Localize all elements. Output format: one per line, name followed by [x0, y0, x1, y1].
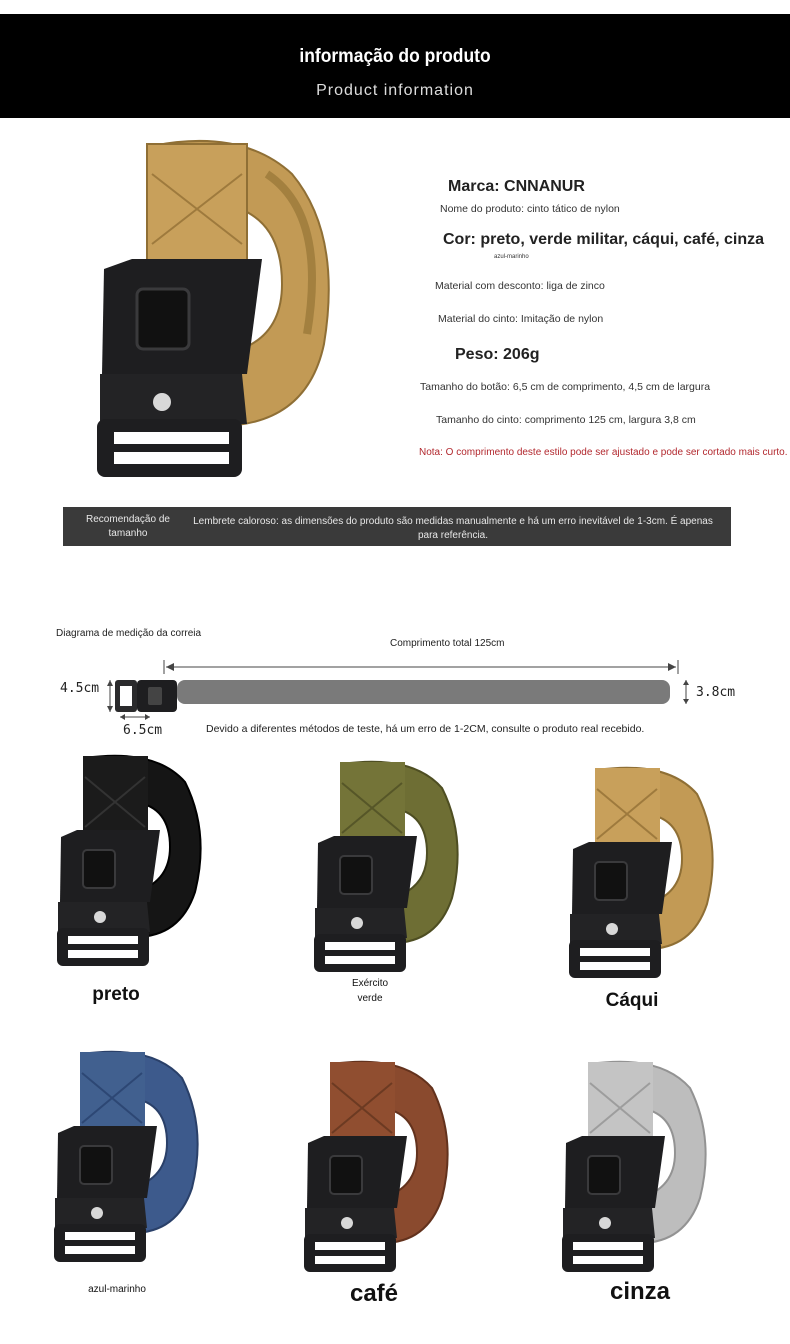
diagram-belt-width: 3.8cm — [696, 685, 736, 700]
diagram-title: Diagrama de medição da correia — [56, 628, 202, 639]
spec-buckle-material: Material com desconto: liga de zinco — [435, 280, 605, 292]
variant-image-black — [55, 752, 205, 972]
header-banner — [0, 14, 790, 118]
spec-note: Nota: O comprimento deste estilo pode ser ajustado e pode ser cortado mais curto. — [419, 447, 788, 458]
diagram-error-note: Devido a diferentes métodos de teste, há um erro de 1-2CM, consulte o produto real recebido. — [206, 723, 645, 735]
buckle — [97, 259, 262, 477]
recommendation-text: Lembrete caloroso: as dimensões do produto são medidas manualmente e há um erro inevitável de 1-3cm. É apenas para referência. — [193, 516, 713, 541]
length-arrow — [162, 660, 682, 674]
variant-label-coffee: café — [349, 1280, 399, 1307]
strap-diagram — [100, 674, 680, 724]
diagram-buckle-width: 4.5cm — [60, 681, 100, 696]
diagram-total-length: Comprimento total 125cm — [390, 638, 505, 649]
spec-product-name: Nome do produto: cinto tático de nylon — [440, 203, 620, 215]
variant-image-coffee — [302, 1058, 452, 1278]
variant-label-black: preto — [92, 984, 140, 1005]
variant-label-khaki: Cáqui — [605, 990, 659, 1011]
spec-belt-size: Tamanho do cinto: comprimento 125 cm, largura 3,8 cm — [436, 414, 696, 426]
variant-image-green — [312, 758, 462, 978]
variant-image-khaki — [567, 764, 717, 984]
header-subtitle: Product information — [316, 82, 474, 99]
spec-brand: Marca: CNNANUR — [448, 178, 585, 195]
variant-image-navy — [52, 1048, 202, 1268]
main-belt-image — [92, 134, 342, 479]
variant-image-gray — [560, 1058, 710, 1278]
spec-color: Cor: preto, verde militar, cáqui, café, cinza — [443, 231, 764, 248]
spec-weight: Peso: 206g — [455, 346, 540, 363]
spec-color-extra: azul-marinho — [494, 254, 529, 260]
diagram-buckle — [115, 680, 177, 712]
variant-label-gray: cinza — [609, 1278, 671, 1305]
variant-label-green: Exército verde — [351, 978, 389, 1004]
spec-buckle-size: Tamanho do botão: 6,5 cm de comprimento, 4,5 cm de largura — [420, 381, 711, 393]
spec-belt-material: Material do cinto: Imitação de nylon — [438, 313, 604, 325]
recommendation-label: Recomendação de tamanho — [86, 514, 170, 539]
diagram-buckle-length: 6.5cm — [123, 723, 163, 738]
recommendation-band — [63, 507, 731, 546]
variant-label-navy: azul-marinho — [88, 1284, 146, 1295]
header-title: informação do produto — [299, 46, 491, 67]
